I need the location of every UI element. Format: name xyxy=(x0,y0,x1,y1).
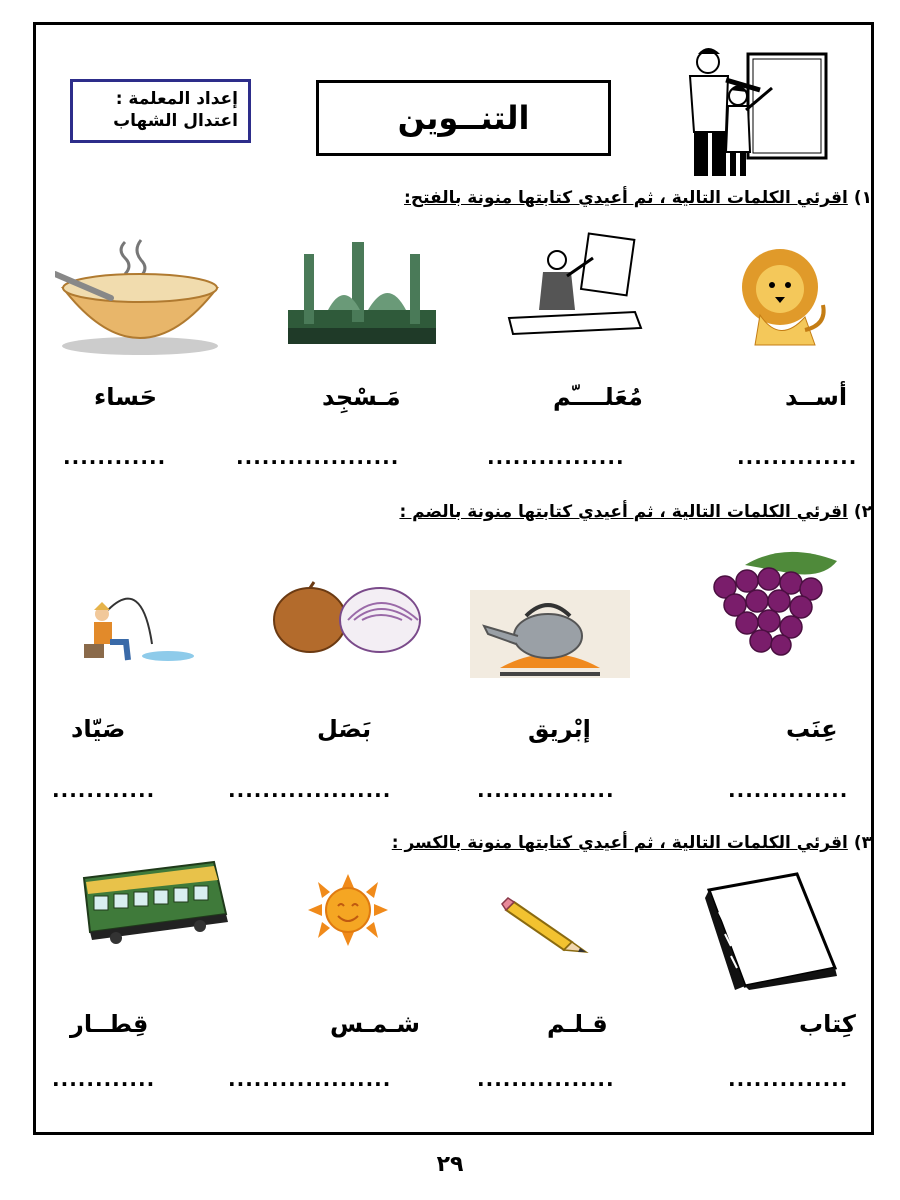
blank-1-2: ................ xyxy=(487,445,625,469)
instruction-3-number: ٣) xyxy=(853,833,872,853)
word-3-4: قِطــار xyxy=(70,1010,149,1038)
blank-2-3: ................... xyxy=(228,778,392,802)
pencil-icon xyxy=(500,896,590,954)
train-icon xyxy=(80,858,230,948)
blank-3-3: ................... xyxy=(228,1067,392,1091)
sun-icon xyxy=(308,874,388,946)
blank-1-4: ............ xyxy=(63,445,167,469)
blank-1-3: ................... xyxy=(236,445,400,469)
word-3-3: شـمـس xyxy=(330,1010,421,1038)
word-1-4: حَساء xyxy=(94,383,157,411)
author-name: اعتدال الشهاب xyxy=(113,111,238,131)
word-2-4: صَيّاد xyxy=(71,715,126,743)
instruction-2 xyxy=(399,502,872,522)
instruction-2-number: ٢) xyxy=(853,502,872,522)
word-1-2: مُعَلــــّم xyxy=(553,383,643,411)
blank-3-1: .............. xyxy=(728,1067,849,1091)
word-2-2: إبْريق xyxy=(528,715,591,743)
instruction-1 xyxy=(404,188,872,208)
instruction-3 xyxy=(392,833,872,853)
author-label: إعداد المعلمة : xyxy=(115,89,238,109)
fisherman-icon xyxy=(72,580,202,668)
blank-3-2: ................ xyxy=(477,1067,615,1091)
instruction-2-text: اقرئي الكلمات التالية ، ثم أعيدي كتابتها منونة بالضم : xyxy=(399,502,848,522)
worksheet-title xyxy=(316,80,611,156)
instruction-1-number: ١) xyxy=(853,188,872,208)
word-3-1: كِتاب xyxy=(799,1010,856,1038)
book-icon xyxy=(705,872,840,990)
title-text: التنــوين xyxy=(397,99,530,137)
teacher-at-board-icon xyxy=(505,232,645,340)
blank-1-1: .............. xyxy=(737,445,858,469)
kettle-icon xyxy=(470,590,630,678)
word-1-1: أســد xyxy=(785,383,848,411)
lion-icon xyxy=(735,245,830,355)
soup-bowl-icon xyxy=(55,238,225,356)
word-2-1: عِنَب xyxy=(786,715,838,743)
word-2-3: بَصَل xyxy=(317,715,372,743)
author-box xyxy=(70,79,251,143)
word-1-3: مَـسْجِد xyxy=(322,383,401,411)
onion-icon xyxy=(270,580,424,654)
teacher-at-board-icon xyxy=(660,40,835,178)
word-3-2: قـلـم xyxy=(547,1010,608,1038)
page-number: ٢٩ xyxy=(436,1152,464,1177)
instruction-3-text: اقرئي الكلمات التالية ، ثم أعيدي كتابتها منونة بالكسر : xyxy=(391,833,848,853)
grapes-icon xyxy=(705,545,845,657)
instruction-1-text: اقرئي الكلمات التالية ، ثم أعيدي كتابتها منونة بالفتح: xyxy=(404,188,848,208)
blank-2-4: ............ xyxy=(52,778,156,802)
blank-3-4: ............ xyxy=(52,1067,156,1091)
blank-2-1: .............. xyxy=(728,778,849,802)
mosque-icon xyxy=(288,240,436,344)
blank-2-2: ................ xyxy=(477,778,615,802)
